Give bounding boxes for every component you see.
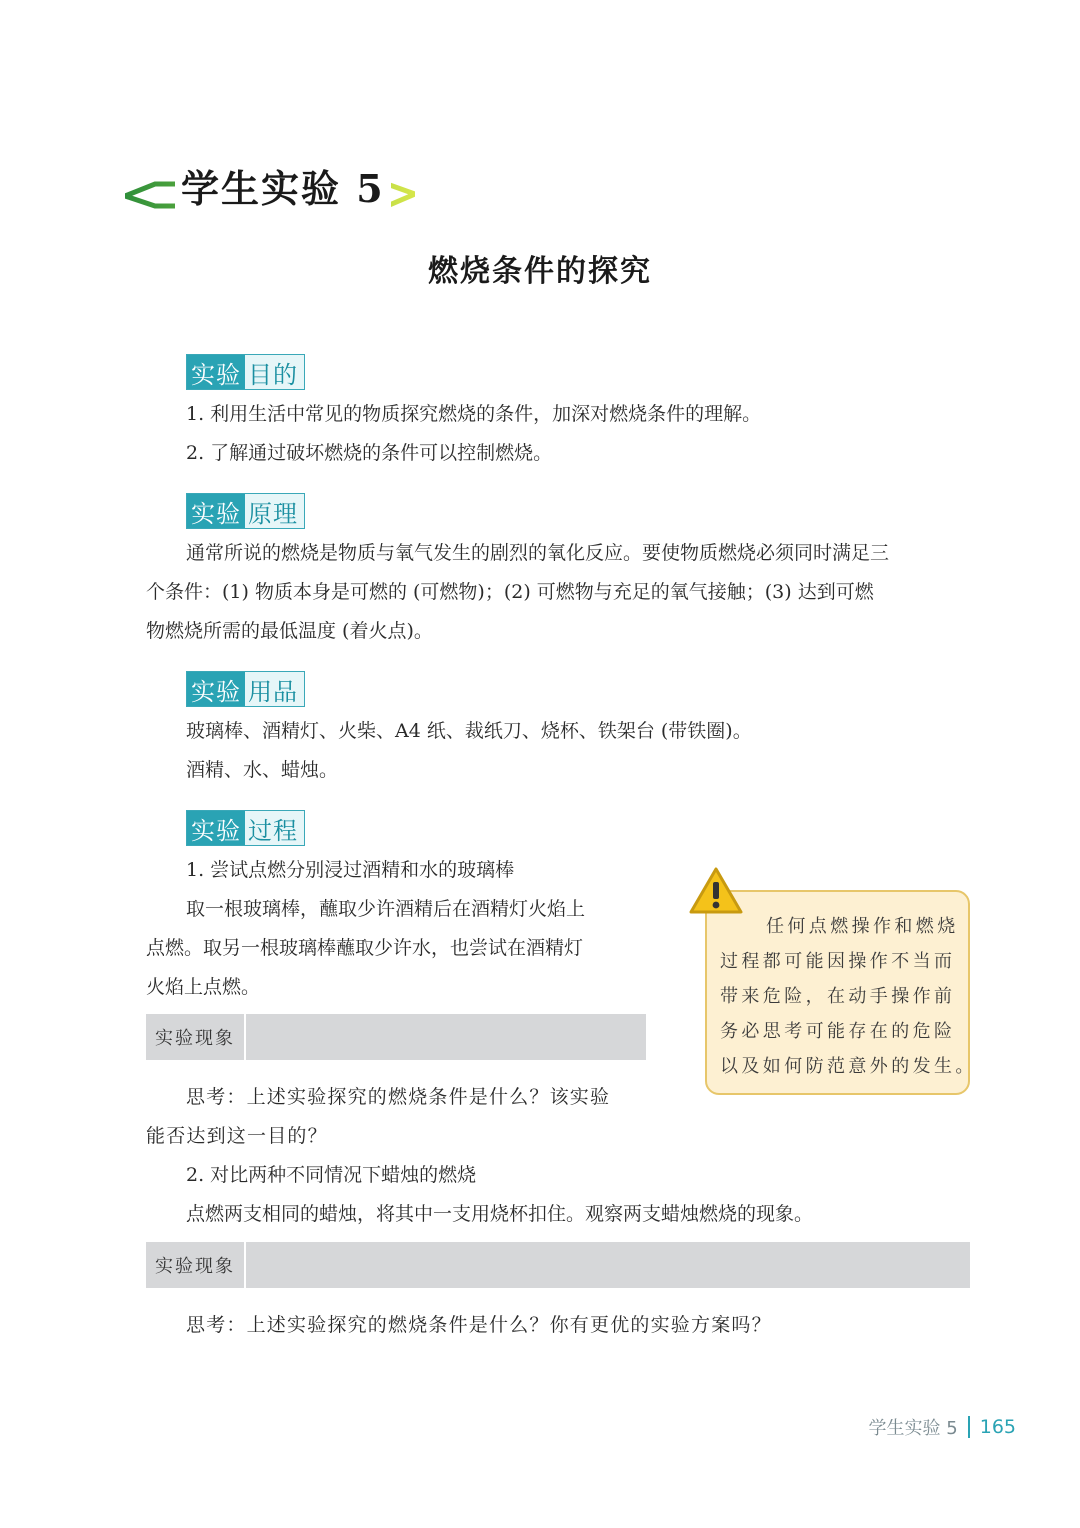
section-heading-process	[186, 810, 305, 846]
section-heading-prefix: 实验	[187, 494, 245, 528]
purpose-item-2: 2. 了解通过破坏燃烧的条件可以控制燃烧。	[186, 442, 553, 464]
principle-line-1: 通常所说的燃烧是物质与氧气发生的剧烈的氧化反应。要使物质燃烧必须同时满足三	[186, 542, 890, 564]
step1-think-line-1: 思考：上述实验探究的燃烧条件是什么？该实验	[186, 1086, 611, 1108]
step2-line-1: 点燃两支相同的蜡烛，将其中一支用烧杯扣住。观察两支蜡烛燃烧的现象。	[186, 1203, 814, 1225]
warning-icon	[688, 866, 744, 916]
page-title: 燃烧条件的探究	[428, 254, 652, 289]
section-heading-prefix: 实验	[187, 811, 245, 845]
chapter-banner-text: 学生实验 5	[175, 158, 391, 213]
step1-line-2: 点燃。取另一根玻璃棒蘸取少许水，也尝试在酒精灯	[146, 937, 584, 959]
section-heading-suffix: 原理	[248, 499, 298, 528]
step2-title: 2. 对比两种不同情况下蜡烛的燃烧	[186, 1164, 477, 1186]
section-heading-suffix: 目的	[248, 360, 298, 389]
observation-label: 实验现象	[146, 1242, 246, 1288]
page-footer	[869, 1414, 1016, 1440]
principle-line-3: 物燃烧所需的最低温度 (着火点)。	[146, 620, 433, 642]
materials-line-2: 酒精、水、蜡烛。	[186, 759, 339, 781]
principle-line-2: 个条件：(1) 物质本身是可燃的 (可燃物)；(2) 可燃物与充足的氧气接触；(3) 达到可燃	[146, 581, 874, 603]
page-number: 165	[979, 1416, 1016, 1438]
observation-field-1	[146, 1014, 646, 1060]
section-heading-suffix: 用品	[248, 677, 298, 706]
warning-line-2: 过程都可能因操作不当而	[720, 951, 956, 972]
warning-line-5: 以及如何防范意外的发生。	[720, 1056, 977, 1077]
section-heading-purpose	[186, 354, 305, 390]
step1-think-line-2: 能否达到这一目的？	[146, 1125, 328, 1147]
section-heading-materials	[186, 671, 305, 707]
warning-line-4: 务必思考可能存在的危险	[720, 1021, 956, 1042]
observation-field-2	[146, 1242, 970, 1288]
warning-line-3: 带来危险，在动手操作前	[720, 986, 956, 1007]
step1-title: 1. 尝试点燃分别浸过酒精和水的玻璃棒	[186, 859, 515, 881]
section-heading-prefix: 实验	[187, 355, 245, 389]
section-heading-prefix: 实验	[187, 672, 245, 706]
materials-line-1: 玻璃棒、酒精灯、火柴、A4 纸、裁纸刀、烧杯、铁架台 (带铁圈)。	[186, 720, 752, 742]
purpose-item-1: 1. 利用生活中常见的物质探究燃烧的条件，加深对燃烧条件的理解。	[186, 403, 762, 425]
observation-label: 实验现象	[146, 1014, 246, 1060]
warning-line-1: 任何点燃操作和燃烧	[766, 916, 959, 937]
section-heading-principle	[186, 493, 305, 529]
section-heading-suffix: 过程	[248, 816, 298, 845]
footer-label: 学生实验 5	[868, 1418, 958, 1439]
step1-line-1: 取一根玻璃棒，蘸取少许酒精后在酒精灯火焰上	[186, 898, 586, 920]
step1-line-3: 火焰上点燃。	[146, 976, 261, 998]
chapter-banner	[125, 150, 415, 222]
step2-think: 思考：上述实验探究的燃烧条件是什么？你有更优的实验方案吗？	[186, 1314, 772, 1336]
footer-separator	[968, 1416, 970, 1438]
